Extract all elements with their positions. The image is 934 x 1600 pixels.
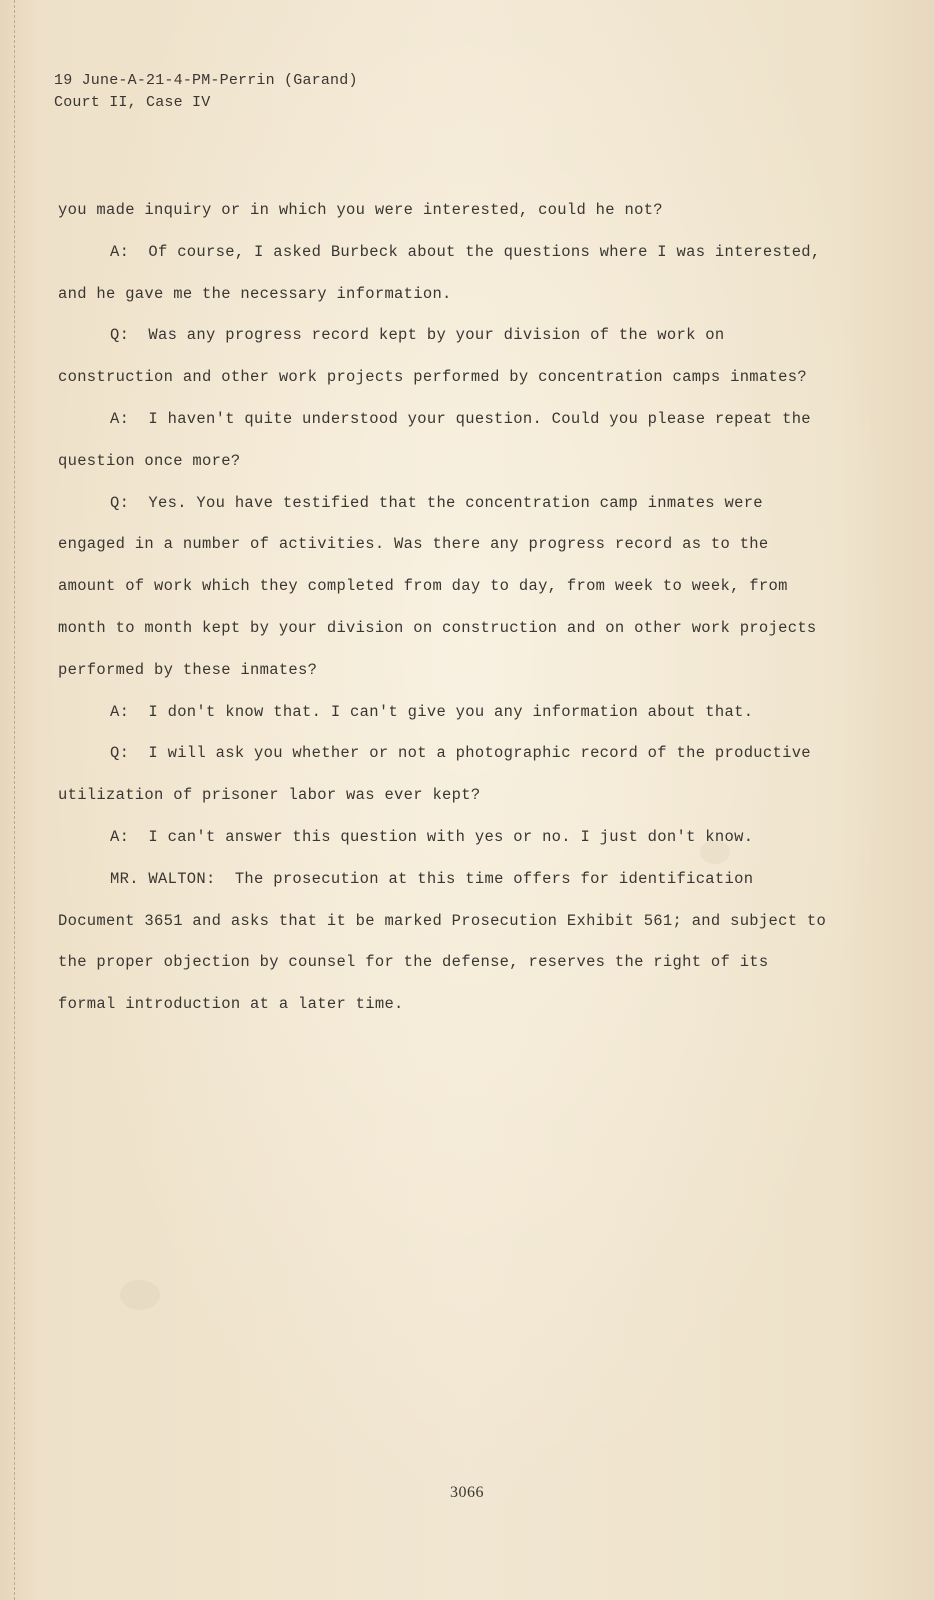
speaker-label: A:	[110, 827, 130, 846]
transcript-paragraph	[58, 733, 828, 817]
paragraph-text: I don't know that. I can't give you any information about that.	[148, 702, 754, 721]
paragraph-text: Yes. You have testified that the concentration camp inmates were engaged in a number of activities. Was there any progress record as to the amount of work which they completed from day to day, from week to week, from month to month kept by your division on construction and on other work projects performed by these inmates?	[58, 493, 817, 679]
paragraph-text: The prosecution at this time offers for identification Document 3651 and asks that it be marked Prosecution Exhibit 561; and subject to the proper objection by counsel for the defense, reserves the right of its formal introduction at a later time.	[58, 869, 827, 1014]
speaker-label: A:	[110, 702, 130, 721]
transcript-body	[58, 190, 828, 1026]
document-header	[54, 70, 358, 114]
speaker-label: MR. WALTON:	[110, 869, 216, 888]
transcript-paragraph	[58, 232, 828, 316]
speaker-label: Q:	[110, 326, 130, 345]
paragraph-text: Of course, I asked Burbeck about the questions where I was interested, and he gave me the necessary information.	[58, 242, 821, 303]
paragraph-text: I will ask you whether or not a photographic record of the productive utilization of prisoner labor was ever kept?	[58, 744, 811, 805]
header-line-2: Court II, Case IV	[54, 94, 211, 111]
speaker-label: A:	[110, 242, 130, 261]
transcript-paragraph	[58, 190, 828, 232]
transcript-paragraph	[58, 817, 828, 859]
header-line-1: 19 June-A-21-4-PM-Perrin (Garand)	[54, 72, 358, 89]
transcript-paragraph	[58, 399, 828, 483]
speaker-label: Q:	[110, 493, 130, 512]
page-number: 3066	[450, 1484, 484, 1501]
transcript-paragraph	[58, 692, 828, 734]
transcript-paragraph	[58, 483, 828, 692]
paragraph-text: I haven't quite understood your question. Could you please repeat the question once more?	[58, 409, 811, 470]
speaker-label: A:	[110, 409, 130, 428]
speaker-label: Q:	[110, 744, 130, 763]
transcript-paragraph	[58, 315, 828, 399]
paragraph-text: Was any progress record kept by your division of the work on construction and other work projects performed by concentration camps inmates?	[58, 326, 807, 387]
transcript-paragraph	[58, 859, 828, 1026]
paragraph-text: you made inquiry or in which you were interested, could he not?	[58, 201, 663, 219]
paper-stain	[120, 1280, 160, 1310]
paragraph-text: I can't answer this question with yes or no. I just don't know.	[148, 827, 754, 846]
binding-edge	[14, 0, 21, 1600]
